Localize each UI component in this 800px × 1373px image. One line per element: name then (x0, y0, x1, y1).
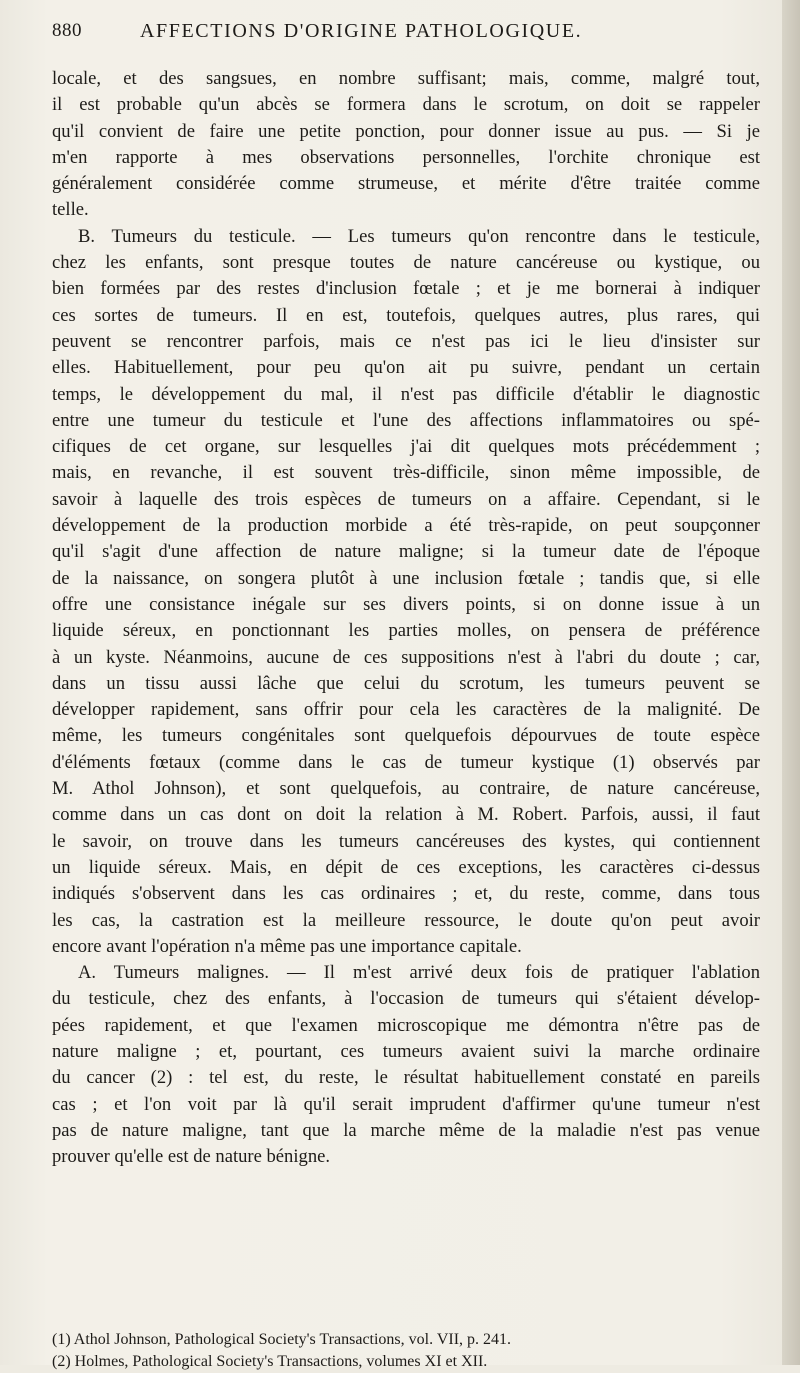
text-line: cifiques de cet organe, sur lesquelles j'ai dit quelques mots précédemment ; (52, 436, 760, 458)
text-line: du cancer (2) : tel est, du reste, le résultat habituellement constaté en pareils (52, 1067, 760, 1089)
footnotes (52, 1329, 760, 1373)
text-line: développement de la production morbide a été très-rapide, on peut soupçonner (52, 515, 760, 537)
text-line: d'éléments fœtaux (comme dans le cas de tumeur kystique (1) observés par (52, 751, 760, 773)
text-line: M. Athol Johnson), et sont quelquefois, au contraire, de nature cancéreuse, (52, 778, 760, 800)
text-line: peuvent se rencontrer parfois, mais ce n'est pas ici le lieu d'insister sur (52, 330, 760, 352)
text-line: elles. Habituellement, pour peu qu'on ait pu suivre, pendant un certain (52, 357, 760, 379)
text-line: du testicule, chez des enfants, à l'occasion de tumeurs qui s'étaient dévelop- (52, 988, 760, 1010)
subsection-heading-line: A. Tumeurs malignes. — Il m'est arrivé deux fois de pratiquer l'ablation (78, 962, 760, 984)
text-line: ces sortes de tumeurs. Il en est, toutefois, quelques autres, plus rares, qui (52, 304, 760, 326)
footnote-2: (2) Holmes, Pathological Society's Transactions, volumes XI et XII. (52, 1353, 488, 1370)
text-line: les cas, la castration est la meilleure ressource, le doute qu'on peut avoir (52, 909, 760, 931)
text-line: pées rapidement, et que l'examen microscopique me démontra n'être pas de (52, 1014, 760, 1036)
text-line: comme dans un cas dont on doit la relation à M. Robert. Parfois, aussi, il faut (52, 804, 760, 826)
text-line: telle. (52, 199, 89, 221)
text-line: offre une consistance inégale sur ses divers points, si on donne issue à un (52, 593, 760, 615)
text-line: qu'il convient de faire une petite ponction, pour donner issue au pus. — Si je (52, 120, 760, 142)
text-line: indiqués s'observent dans les cas ordinaires ; et, du reste, comme, dans tous (52, 883, 760, 905)
text-line: pas de nature maligne, tant que la marche même de la maladie n'est pas venue (52, 1119, 760, 1141)
text-line: il est probable qu'un abcès se formera dans le scrotum, on doit se rappeler (52, 94, 760, 116)
text-line: même, les tumeurs congénitales sont quelquefois dépourvues de toute espèce (52, 725, 760, 747)
text-line: le savoir, on trouve dans les tumeurs cancéreuses des kystes, qui contiennent (52, 830, 760, 852)
text-line: développer rapidement, sans offrir pour cela les caractères de la malignité. De (52, 699, 760, 721)
text-line: entre une tumeur du testicule et l'une des affections inflammatoires ou spé- (52, 409, 760, 431)
text-line: temps, le développement du mal, il n'est pas difficile d'établir le diagnostic (52, 383, 760, 405)
text-line: de la naissance, on songera plutôt à une inclusion fœtale ; tandis que, si elle (52, 567, 760, 589)
text-line: chez les enfants, sont presque toutes de nature cancéreuse ou kystique, ou (52, 252, 760, 274)
page-header (52, 20, 752, 50)
text-line: bien formées par des restes d'inclusion fœtale ; et je me bornerai à indiquer (52, 278, 760, 300)
running-head: AFFECTIONS D'ORIGINE PATHOLOGIQUE. (140, 20, 583, 42)
text-line: cas ; et l'on voit par là qu'il serait imprudent d'affirmer qu'une tumeur n'est (52, 1093, 760, 1115)
text-line: liquide séreux, en ponctionnant les parties molles, on pensera de préférence (52, 620, 760, 642)
text-line: savoir à laquelle des trois espèces de tumeurs on a affaire. Cependant, si le (52, 488, 760, 510)
section-heading-line: B. Tumeurs du testicule. — Les tumeurs qu'on rencontre dans le testicule, (78, 225, 760, 247)
page-gutter-edge (782, 0, 800, 1365)
text-line: généralement considérée comme strumeuse, et mérite d'être traitée comme (52, 173, 760, 195)
text-line: locale, et des sangsues, en nombre suffisant; mais, comme, malgré tout, (52, 68, 760, 89)
text-line: mais, en revanche, il est souvent très-difficile, sinon même impossible, de (52, 462, 760, 484)
text-line: dans un tissu aussi lâche que celui du scrotum, les tumeurs peuvent se (52, 672, 760, 694)
text-line: à un kyste. Néanmoins, aucune de ces suppositions n'est à l'abri du doute ; car, (52, 646, 760, 668)
text-line: prouver qu'elle est de nature bénigne. (52, 1146, 331, 1168)
text-line: m'en rapporte à mes observations personnelles, l'orchite chronique est (52, 146, 760, 168)
body-text (52, 66, 760, 1170)
text-line: encore avant l'opération n'a même pas une importance capitale. (52, 935, 522, 957)
text-line: nature maligne ; et, pourtant, ces tumeurs avaient suivi la marche ordinaire (52, 1040, 760, 1062)
page-number: 880 (52, 20, 82, 41)
text-line: un liquide séreux. Mais, en dépit de ces exceptions, les caractères ci-dessus (52, 856, 760, 878)
text-line: qu'il s'agit d'une affection de nature maligne; si la tumeur date de l'époque (52, 541, 760, 563)
footnote-1: (1) Athol Johnson, Pathological Society's Transactions, vol. VII, p. 241. (52, 1331, 512, 1348)
